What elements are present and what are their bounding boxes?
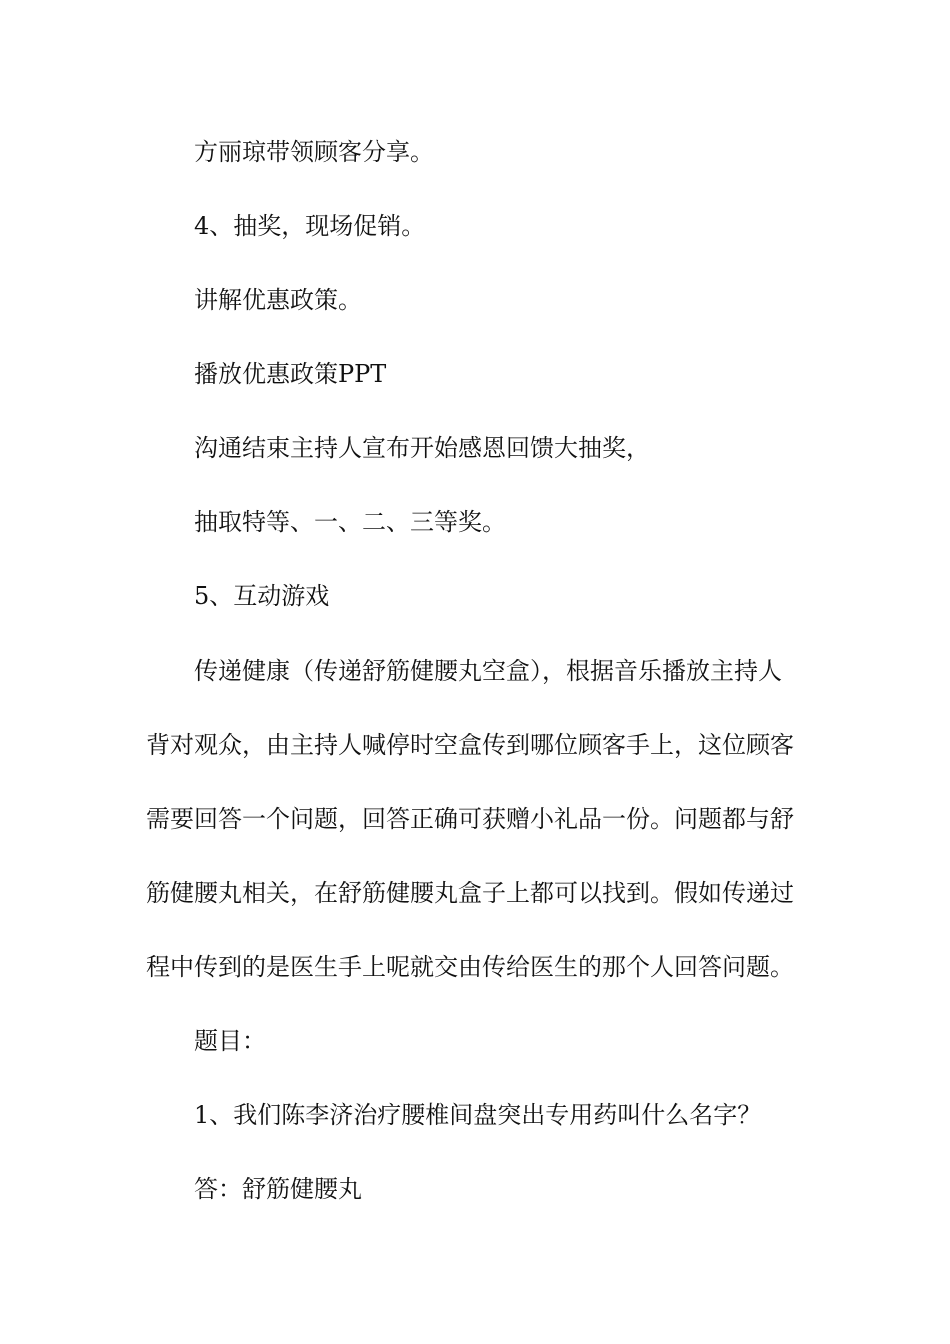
paragraph-line: 抽取特等、一、二、三等奖。 <box>194 508 506 536</box>
paragraph-line: 讲解优惠政策。 <box>194 286 362 314</box>
paragraph-line: 方丽琼带领顾客分享。 <box>194 138 434 166</box>
section-heading: 4、抽奖，现场促销。 <box>194 212 426 240</box>
section-heading: 5、互动游戏 <box>194 582 330 610</box>
paragraph-line: 沟通结束主持人宣布开始感恩回馈大抽奖， <box>194 434 650 462</box>
paragraph-line: 背对观众，由主持人喊停时空盒传到哪位顾客手上，这位顾客 <box>146 731 794 759</box>
question-line: 1、我们陈李济治疗腰椎间盘突出专用药叫什么名字？ <box>194 1101 762 1129</box>
answer-line: 答：舒筋健腰丸 <box>194 1175 362 1203</box>
paragraph-line: 筋健腰丸相关，在舒筋健腰丸盒子上都可以找到。假如传递过 <box>146 879 794 907</box>
questions-heading: 题目： <box>194 1027 266 1055</box>
paragraph-line: 程中传到的是医生手上呢就交由传给医生的那个人回答问题。 <box>146 953 794 981</box>
paragraph-line: 传递健康（传递舒筋健腰丸空盒），根据音乐播放主持人 <box>194 657 782 685</box>
paragraph-line: 播放优惠政策PPT <box>194 360 387 388</box>
paragraph-line: 需要回答一个问题，回答正确可获赠小礼品一份。问题都与舒 <box>146 805 794 833</box>
